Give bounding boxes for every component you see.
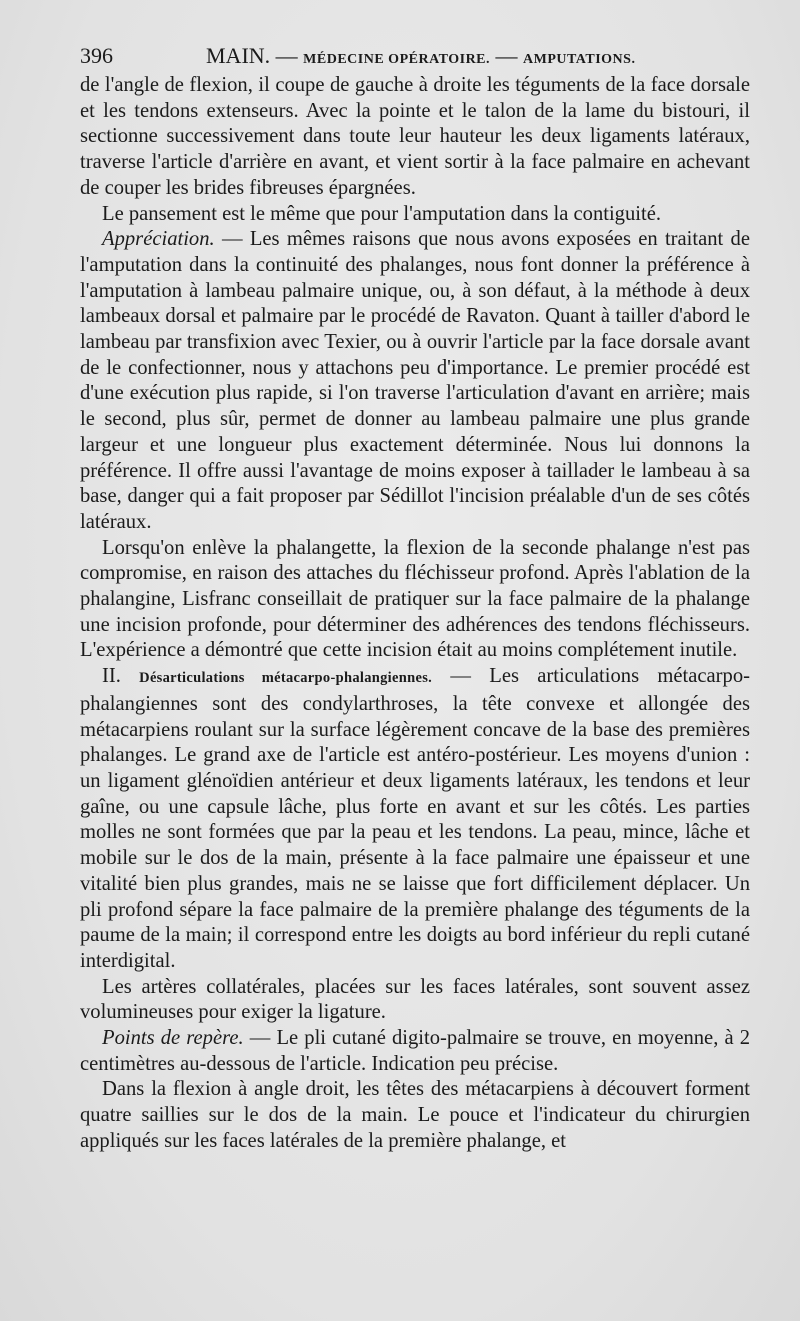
title-subsection: AMPUTATIONS.	[523, 52, 636, 67]
section-number: II.	[102, 665, 140, 688]
running-title	[206, 40, 635, 76]
paragraph-7	[80, 1026, 750, 1077]
paragraph-5	[80, 664, 750, 974]
section-heading: Désarticulations métacarpo-phalangiennes.	[139, 670, 433, 687]
paragraph-1: de l'angle de flexion, il coupe de gauche à droite les téguments de la face dorsale et les tendons extenseurs. Avec la pointe et le talon de la lame du bistouri, il sectionne successivement dans toute leur hauteur les deux ligaments latéraux, traverse l'article d'arrière en avant, et vient sortir à la face palmaire en achevant de couper les brides fibreuses épargnées.	[80, 74, 750, 199]
title-section: MÉDECINE OPÉRATOIRE.	[303, 52, 491, 67]
points-de-repere-label: Points de repère.	[102, 1027, 244, 1050]
page-number: 396	[80, 43, 113, 68]
paragraph-7-text: — Le pli cutané digito-palmaire se trouve, en moyenne, à 2 centimètres au-dessous de l'article. Indication peu précise.	[80, 1027, 750, 1075]
paragraph-8: Dans la flexion à angle droit, les têtes des métacarpiens à découvert forment quatre saillies sur le dos de la main. Le pouce et l'indicateur du chirurgien appliqués sur les faces latérales de la première phalange, et	[80, 1078, 750, 1152]
appreciation-label: Appréciation.	[102, 228, 215, 251]
paragraph-5-text: — Les articulations métacarpo-phalangiennes sont des condylarthroses, la tête convexe et allongée des métacarpiens roulant sur la surface légèrement concave de la base des premières phalanges. Le grand axe de l'article est antéro-postérieur. Les moyens d'union : un ligament glénoïdien antérieur et deux ligaments latéraux, les tendons et leur gaîne, ou une capsule lâche, plus forte en avant et sur les côtés. Les parties molles ne sont formées que par la peau et les tendons. La peau, mince, lâche et mobile sur le dos de la main, présente à la face palmaire une épaisseur et une vitalité bien plus grandes, mais ne se laisse que fort difficilement déplacer. Un pli profond sépare la face palmaire de la première phalange des téguments de la paume de la main; il correspond entre les doigts au bord inférieur du repli cutané interdigital.	[80, 665, 750, 972]
paragraph-2: Le pansement est le même que pour l'amputation dans la contiguité.	[102, 202, 662, 225]
title-main: MAIN.	[206, 43, 271, 68]
body-text	[80, 73, 750, 1155]
paragraph-3	[80, 227, 750, 535]
paragraph-3-text: — Les mêmes raisons que nous avons exposées en traitant de l'amputation dans la continuité des phalanges, nous font donner la préférence à l'amputation à lambeau palmaire unique, ou, à son défaut, à la méthode à deux lambeaux dorsal et palmaire par le procédé de Ravaton. Quant à tailler d'abord le lambeau par transfixion avec Texier, ou à ouvrir l'article par la face dorsale avant de le confectionner, nous y attachons peu d'importance. Le premier procédé est d'une exécution plus rapide, si l'on traverse l'articulation d'avant en arrière; mais le second, plus sûr, permet de donner au lambeau palmaire une plus grande largeur et une longueur plus exactement déterminée. Nous lui donnons la préférence. Il offre aussi l'avantage de moins exposer à taillader le lambeau à sa base, danger qui a fait proposer par Sédillot l'incision préalable d'un de ses côtés latéraux.	[80, 228, 750, 533]
paragraph-4: Lorsqu'on enlève la phalangette, la flexion de la seconde phalange n'est pas compromise, en raison des attaches du fléchisseur profond. Après l'ablation de la phalangine, Lisfranc conseillait de pratiquer sur la face palmaire de la phalange une incision profonde, pour déterminer des adhérences des tendons fléchisseurs. L'expérience a démontré que cette incision était au moins complétement inutile.	[80, 536, 750, 662]
title-dash: —	[275, 43, 298, 68]
paragraph-6: Les artères collatérales, placées sur les faces latérales, sont souvent assez volumineuses pour exiger la ligature.	[80, 975, 750, 1024]
running-header	[80, 40, 750, 72]
title-dash: —	[495, 43, 518, 68]
